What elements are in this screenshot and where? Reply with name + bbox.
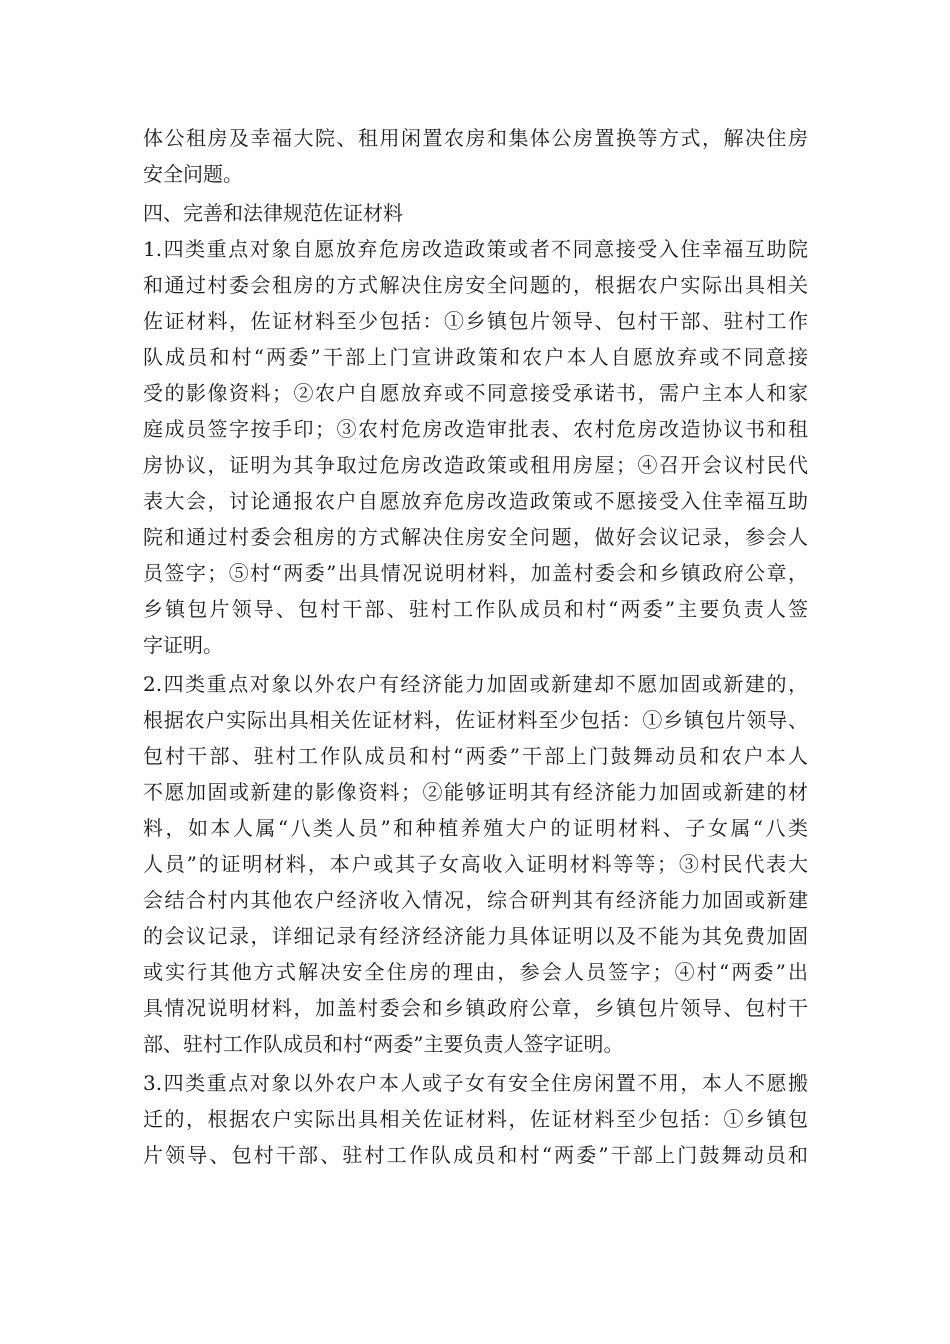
text-line: 受的影像资料；②农户自愿放弃或不同意接受承诺书，需户主本人和家 [143,381,808,405]
text-line: 佐证材料，佐证材料至少包括：①乡镇包片领导、包村干部、驻村工作 [143,309,808,333]
text-line: 或实行其他方式解决安全住房的理由，参会人员签字；④村“两委”出 [143,960,808,984]
text-line: 和通过村委会租房的方式解决住房安全问题的，根据农户实际出具相关 [143,273,808,297]
text-line: 人员”的证明材料，本户或其子女高收入证明材料等等；③村民代表大 [143,852,808,876]
text-line: 料，如本人属“八类人员”和种植养殖大户的证明材料、子女属“八类 [143,816,808,840]
text-line: 字证明。 [143,633,223,657]
text-line: 的会议记录，详细记录有经济经济能力具体证明以及不能为其免费加固 [143,924,808,948]
text-line: 部、驻村工作队成员和村“两委”主要负责人签字证明。 [143,1032,624,1056]
text-line: 具情况说明材料，加盖村委会和乡镇政府公章，乡镇包片领导、包村干 [143,996,808,1020]
text-line: 1.四类重点对象自愿放弃危房改造政策或者不同意接受入住幸福互助院 [143,237,808,261]
text-line: 体公租房及幸福大院、租用闲置农房和集体公房置换等方式，解决住房 [143,126,808,150]
text-line: 迁的，根据农户实际出具相关佐证材料，佐证材料至少包括：①乡镇包 [143,1107,808,1131]
text-line: 2.四类重点对象以外农户有经济能力加固或新建却不愿加固或新建的， [143,672,808,696]
text-line: 会结合村内其他农户经济收入情况，综合研判其有经济能力加固或新建 [143,888,808,912]
text-line: 庭成员签字按手印；③农村危房改造审批表、农村危房改造协议书和租 [143,417,808,441]
text-line: 不愿加固或新建的影像资料；②能够证明其有经济能力加固或新建的材 [143,780,808,804]
text-line: 队成员和村“两委”干部上门宣讲政策和农户本人自愿放弃或不同意接 [143,345,808,369]
text-line: 房协议，证明为其争取过危房改造政策或租用房屋；④召开会议村民代 [143,453,808,477]
text-line: 根据农户实际出具相关佐证材料，佐证材料至少包括：①乡镇包片领导、 [143,708,808,732]
text-line: 安全问题。 [143,162,243,186]
text-line: 乡镇包片领导、包村干部、驻村工作队成员和村“两委”主要负责人签 [143,597,808,621]
text-line: 员签字；⑤村“两委”出具情况说明材料，加盖村委会和乡镇政府公章， [143,561,808,585]
text-line: 3.四类重点对象以外农户本人或子女有安全住房闲置不用，本人不愿搬 [143,1071,808,1095]
text-line: 院和通过村委会租房的方式解决住房安全问题，做好会议记录，参会人 [143,525,808,549]
section-heading: 四、完善和法律规范佐证材料 [143,201,403,225]
text-line: 表大会，讨论通报农户自愿放弃危房改造政策或不愿接受入住幸福互助 [143,489,808,513]
text-line: 片领导、包村干部、驻村工作队成员和村“两委”干部上门鼓舞动员和 [143,1143,808,1167]
text-line: 包村干部、驻村工作队成员和村“两委”干部上门鼓舞动员和农户本人 [143,744,808,768]
